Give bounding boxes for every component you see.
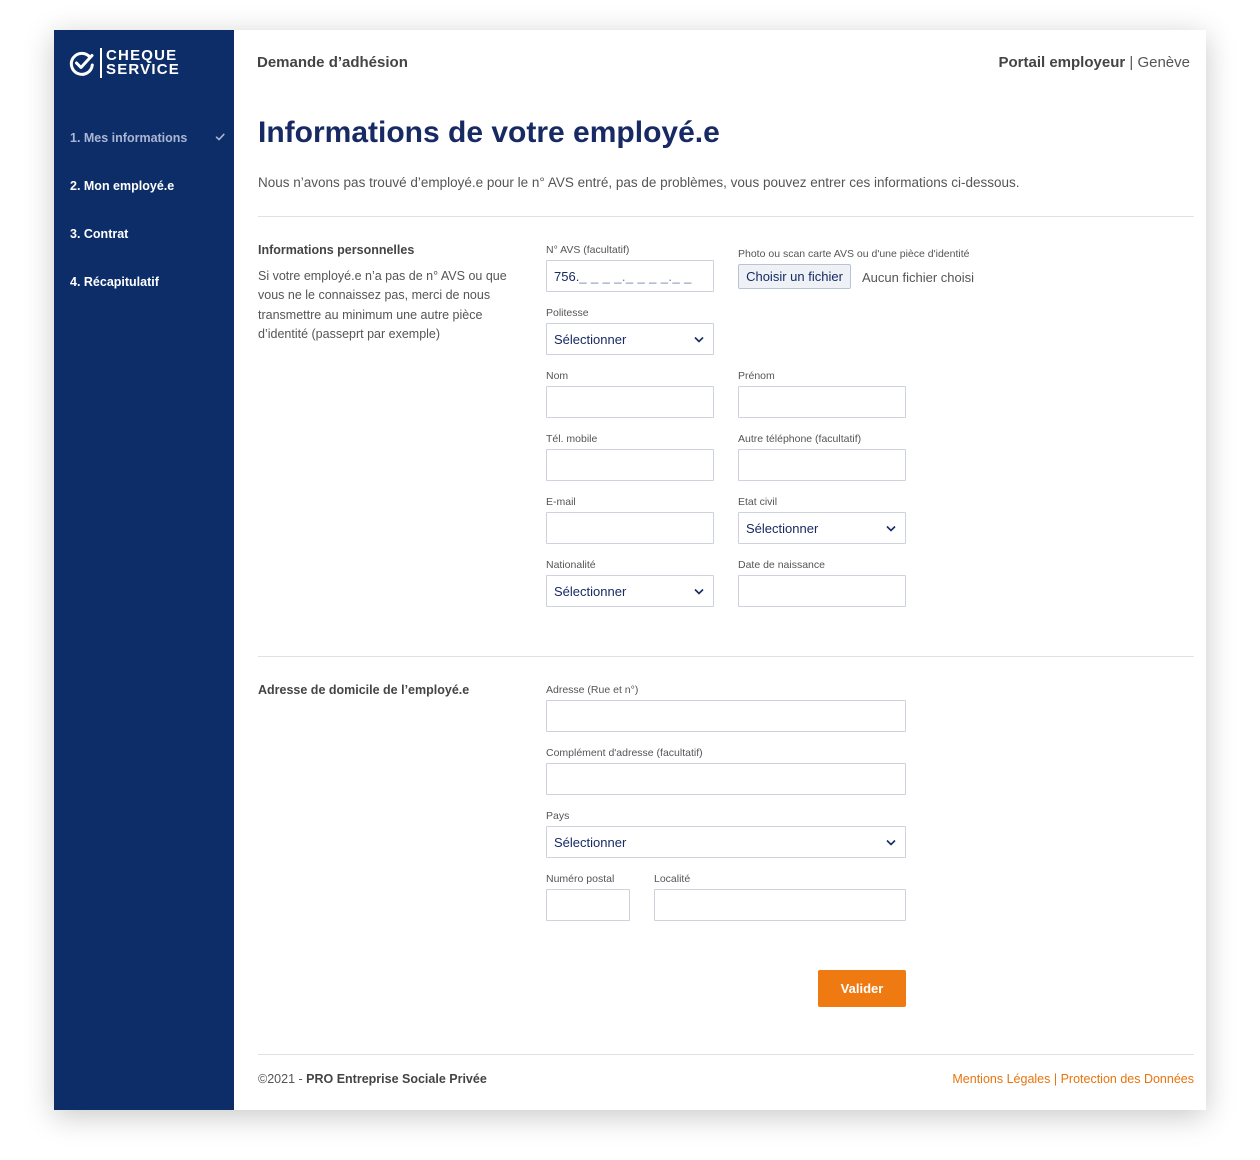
autre-tel-input[interactable]: [739, 450, 905, 480]
nationalite-select[interactable]: [546, 575, 714, 607]
checkmark-icon: [214, 131, 226, 143]
brand-logo[interactable]: [69, 46, 180, 80]
npa-label: Numéro postal: [546, 873, 615, 885]
adresse-field[interactable]: [546, 700, 906, 732]
check-circle-icon: [69, 50, 95, 76]
avs-mask: _ _ _ _._ _ _ _._ _: [579, 269, 692, 284]
autre-tel-label: Autre téléphone (facultatif): [738, 433, 862, 445]
prenom-input[interactable]: [739, 387, 905, 417]
npa-field[interactable]: [546, 889, 630, 921]
privacy-link[interactable]: Protection des Données: [1060, 1072, 1194, 1086]
chevron-down-icon: [886, 839, 896, 846]
portal-separator: |: [1129, 54, 1134, 71]
sidebar-item-recapitulatif[interactable]: [54, 258, 234, 306]
localite-label: Localité: [654, 873, 691, 885]
avs-label: N° AVS (facultatif): [546, 244, 630, 256]
logo-divider: [100, 48, 102, 78]
sidebar-item-label: 2. Mon employé.e: [70, 179, 175, 193]
avs-prefix: 756.: [554, 269, 580, 284]
complement-label: Complément d'adresse (facultatif): [546, 747, 703, 759]
email-input[interactable]: [547, 513, 713, 543]
brand-name: [106, 49, 180, 77]
section-title-personal: Informations personnelles: [258, 243, 415, 257]
nom-field[interactable]: [546, 386, 714, 418]
sidebar-item-label: 3. Contrat: [70, 227, 129, 241]
sidebar: [54, 30, 234, 1110]
sidebar-item-mon-employe[interactable]: [54, 162, 234, 210]
section-divider: [258, 656, 1194, 657]
validate-button[interactable]: Valider: [818, 970, 906, 1007]
step-nav: [54, 114, 234, 306]
copyright-year: ©2021 -: [258, 1072, 307, 1086]
email-field[interactable]: [546, 512, 714, 544]
complement-field[interactable]: [546, 763, 906, 795]
avs-input-value: [554, 269, 692, 284]
portal-indicator: [999, 54, 1191, 71]
choose-file-button[interactable]: Choisir un fichier: [738, 264, 851, 289]
nom-label: Nom: [546, 370, 569, 382]
avs-field[interactable]: [546, 260, 714, 292]
nationalite-value: Sélectionner: [554, 583, 627, 599]
page-title: Informations de votre employé.e: [258, 116, 720, 149]
tel-mobile-input[interactable]: [547, 450, 713, 480]
email-label: E-mail: [546, 496, 576, 508]
page-intro: Nous n’avons pas trouvé d’employé.e pour le n° AVS entré, pas de problèmes, vous pouvez entrer ces informations ci-dessous.: [258, 175, 1020, 190]
politesse-value: Sélectionner: [554, 331, 627, 347]
date-naissance-field[interactable]: [738, 575, 906, 607]
sidebar-item-label: 1. Mes informations: [70, 131, 188, 145]
etat-civil-value: Sélectionner: [746, 520, 819, 536]
photo-label: Photo ou scan carte AVS ou d'une pièce d'identité: [738, 248, 970, 260]
complement-input[interactable]: [547, 764, 905, 794]
sidebar-item-label: 4. Récapitulatif: [70, 275, 159, 289]
localite-field[interactable]: [654, 889, 906, 921]
sidebar-item-contrat[interactable]: [54, 210, 234, 258]
politesse-select[interactable]: [546, 323, 714, 355]
localite-input[interactable]: [655, 890, 905, 920]
sidebar-item-mes-informations[interactable]: [54, 114, 234, 162]
app-window: [54, 30, 1206, 1110]
footer-links: [952, 1072, 1194, 1086]
etat-civil-select[interactable]: [738, 512, 906, 544]
section-divider: [258, 216, 1194, 217]
pays-value: Sélectionner: [554, 834, 627, 850]
pays-select[interactable]: [546, 826, 906, 858]
prenom-field[interactable]: [738, 386, 906, 418]
brand-line-2: SERVICE: [106, 61, 180, 78]
pays-label: Pays: [546, 810, 570, 822]
file-status: Aucun fichier choisi: [862, 270, 974, 285]
chevron-down-icon: [694, 588, 704, 595]
adresse-input[interactable]: [547, 701, 905, 731]
prenom-label: Prénom: [738, 370, 775, 382]
brand-line-1: CHEQUE: [106, 47, 178, 64]
header-title: Demande d’adhésion: [257, 54, 408, 71]
portal-name: Portail employeur: [998, 54, 1126, 71]
date-naissance-label: Date de naissance: [738, 559, 825, 571]
legal-link[interactable]: Mentions Légales: [952, 1072, 1051, 1086]
section-title-address: Adresse de domicile de l’employé.e: [258, 683, 470, 697]
date-naissance-input[interactable]: [739, 576, 905, 606]
tel-mobile-label: Tél. mobile: [546, 433, 598, 445]
chevron-down-icon: [886, 525, 896, 532]
section-description-personal: Si votre employé.e n’a pas de n° AVS ou que vous ne le connaissez pas, merci de nous transmettre au minimum une autre pièce d’identité (passeprt par exemple): [258, 269, 507, 341]
tel-mobile-field[interactable]: [546, 449, 714, 481]
etat-civil-label: Etat civil: [738, 496, 778, 508]
chevron-down-icon: [694, 336, 704, 343]
company-name: PRO Entreprise Sociale Privée: [306, 1072, 487, 1086]
nom-input[interactable]: [547, 387, 713, 417]
footer-copyright: [258, 1072, 487, 1086]
adresse-label: Adresse (Rue et n°): [546, 684, 639, 696]
autre-tel-field[interactable]: [738, 449, 906, 481]
footer-divider: [258, 1054, 1194, 1055]
politesse-label: Politesse: [546, 307, 589, 319]
nationalite-label: Nationalité: [546, 559, 596, 571]
npa-input[interactable]: [547, 890, 629, 920]
footer-link-separator: |: [1050, 1072, 1061, 1086]
portal-city: Genève: [1137, 54, 1190, 71]
